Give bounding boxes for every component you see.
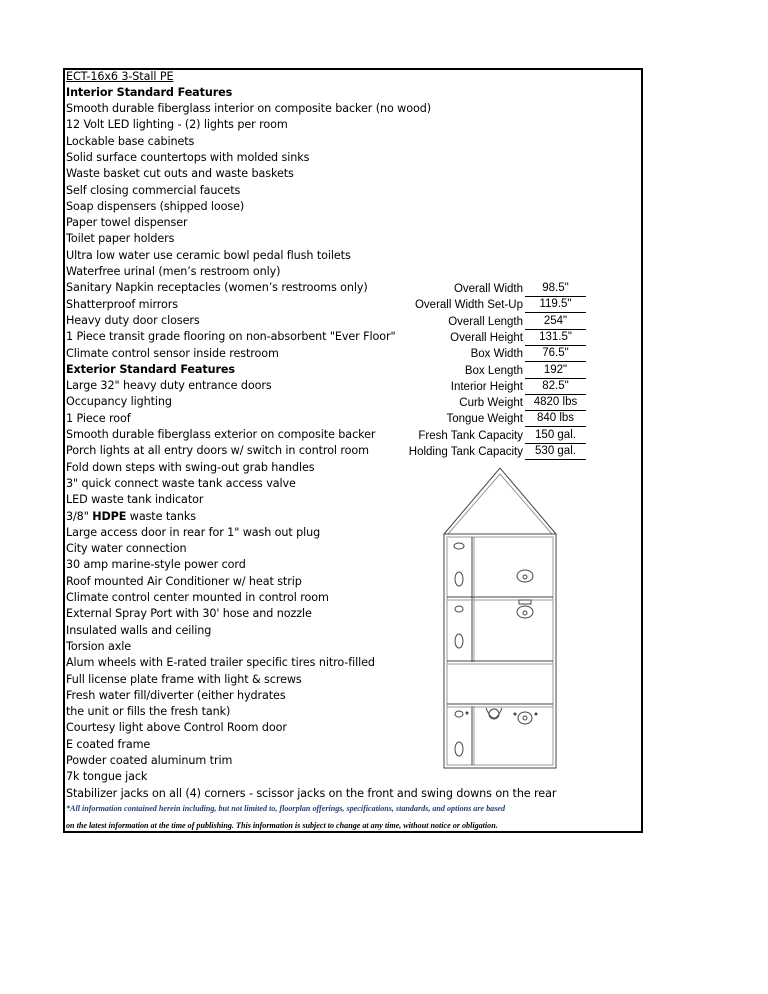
spec-label: Holding Tank Capacity (408, 446, 523, 458)
drain-icon (523, 716, 527, 720)
disclaimer-line-2: on the latest information at the time of publishing. This information is subject to change at any time, without notice or obligation. (66, 821, 498, 830)
hdpe-prefix: 3/8" (66, 509, 93, 523)
list-item: Occupancy lighting (66, 395, 172, 409)
sink-icon (455, 606, 463, 612)
spec-label: Curb Weight (459, 397, 523, 410)
list-item (66, 509, 196, 525)
spec-value: 82.5" (525, 379, 586, 395)
list-item: Heavy duty door closers (66, 313, 200, 327)
spec-label: Overall Length (448, 315, 523, 328)
list-item: Soap dispensers (shipped loose) (66, 199, 245, 213)
spec-value: 254" (525, 314, 586, 330)
spec-value: 119.5" (525, 297, 586, 313)
drain-icon (523, 575, 527, 579)
spec-value: 98.5" (525, 281, 586, 297)
spec-label: Interior Height (450, 380, 523, 393)
list-item: Paper towel dispenser (66, 216, 188, 230)
list-item: 1 Piece transit grade flooring on non-absorbent "Ever Floor" (66, 330, 396, 344)
hdpe-suffix: waste tanks (126, 509, 196, 523)
list-item: Self closing commercial faucets (66, 183, 241, 197)
list-item: Smooth durable fiberglass exterior on composite backer (66, 428, 376, 441)
toilet-icon (517, 606, 533, 618)
toilet-icon (455, 572, 463, 586)
list-item: Climate control sensor inside restroom (66, 346, 279, 360)
list-item: Insulated walls and ceiling (66, 623, 212, 637)
drain-icon (523, 611, 527, 615)
trailer-tongue-inner (448, 474, 552, 534)
exterior-heading: Exterior Standard Features (66, 362, 235, 376)
list-item: Ultra low water use ceramic bowl pedal flush toilets (66, 248, 351, 262)
list-item: Stabilizer jacks on all (4) corners - scissor jacks on the front and swing downs on the rear (66, 786, 557, 800)
spec-label: Overall Width Set-Up (414, 299, 523, 312)
sink-icon (455, 711, 463, 717)
spec-value: 192" (525, 363, 586, 379)
toilet-icon (455, 634, 463, 648)
list-item: Smooth durable fiberglass interior on composite backer (no wood) (66, 102, 431, 115)
spec-label: Overall Height (450, 331, 523, 344)
list-item: Climate control center mounted in control room (66, 591, 329, 604)
list-item: E coated frame (66, 737, 151, 751)
list-item: Courtesy light above Control Room door (66, 721, 287, 735)
spec-value: 4820 lbs (525, 395, 586, 411)
list-item: Roof mounted Air Conditioner w/ heat strip (66, 574, 302, 588)
spec-label: Overall Width (453, 283, 523, 295)
list-item: Alum wheels with E-rated trailer specific tires nitro-filled (66, 656, 375, 670)
spec-value: 76.5" (525, 346, 586, 362)
list-item: 12 Volt LED lighting - (2) lights per room (66, 118, 288, 132)
product-title: ECT-16x6 3-Stall PE (66, 70, 174, 83)
list-item: Torsion axle (66, 639, 132, 653)
list-item: 7k tongue jack (66, 770, 148, 784)
fixture-dot (535, 713, 538, 716)
spec-value: 530 gal. (525, 444, 586, 460)
trailer-tongue-outline (444, 468, 556, 534)
list-item: Sanitary Napkin receptacles (women’s restrooms only) (66, 281, 368, 295)
fixture-dot (514, 713, 517, 716)
list-item: 3" quick connect waste tank access valve (66, 476, 296, 490)
list-item: Large 32" heavy duty entrance doors (66, 379, 272, 393)
hdpe-bold: HDPE (92, 509, 127, 523)
floorplan-drawing (438, 466, 562, 772)
spec-label: Fresh Tank Capacity (418, 429, 523, 442)
list-item: Solid surface countertops with molded sinks (66, 150, 310, 164)
spec-label: Tongue Weight (446, 413, 523, 426)
spec-value: 840 lbs (525, 411, 586, 427)
list-item: Fresh water fill/diverter (either hydrates (66, 688, 286, 702)
list-item: Toilet paper holders (66, 232, 175, 246)
toilet-icon (517, 570, 533, 582)
list-item: Waterfree urinal (men’s restroom only) (66, 265, 281, 278)
spec-label: Box Width (470, 348, 523, 361)
list-item: Porch lights at all entry doors w/ switch in control room (66, 444, 369, 458)
list-item: 30 amp marine-style power cord (66, 558, 246, 572)
list-item: Powder coated aluminum trim (66, 754, 233, 767)
list-item: 1 Piece roof (66, 411, 131, 425)
fixture-dot (466, 712, 469, 715)
spec-value: 131.5" (525, 330, 586, 346)
list-item: the unit or fills the fresh tank) (66, 705, 231, 719)
list-item: Waste basket cut outs and waste baskets (66, 167, 294, 181)
toilet-icon (518, 712, 532, 724)
interior-heading: Interior Standard Features (66, 86, 233, 99)
sink-icon (454, 543, 464, 549)
spec-label: Box Length (464, 364, 523, 377)
spec-value: 150 gal. (525, 428, 586, 444)
list-item: Shatterproof mirrors (66, 297, 178, 311)
toilet-icon (455, 742, 463, 756)
trailer-inner-wall (447, 537, 553, 765)
trailer-outline (444, 534, 556, 768)
list-item: Lockable base cabinets (66, 134, 195, 148)
list-item: LED waste tank indicator (66, 493, 204, 507)
list-item: Large access door in rear for 1" wash out plug (66, 525, 321, 539)
list-item: City water connection (66, 542, 187, 556)
list-item: Fold down steps with swing-out grab handles (66, 460, 315, 474)
list-item: Full license plate frame with light & screws (66, 672, 302, 686)
cabinet-icon (519, 600, 531, 604)
list-item: External Spray Port with 30' hose and nozzle (66, 607, 312, 621)
disclaimer-line-1: *All information contained herein including, but not limited to, floorplan offerings, specifications, standards, and options are based (66, 804, 505, 813)
